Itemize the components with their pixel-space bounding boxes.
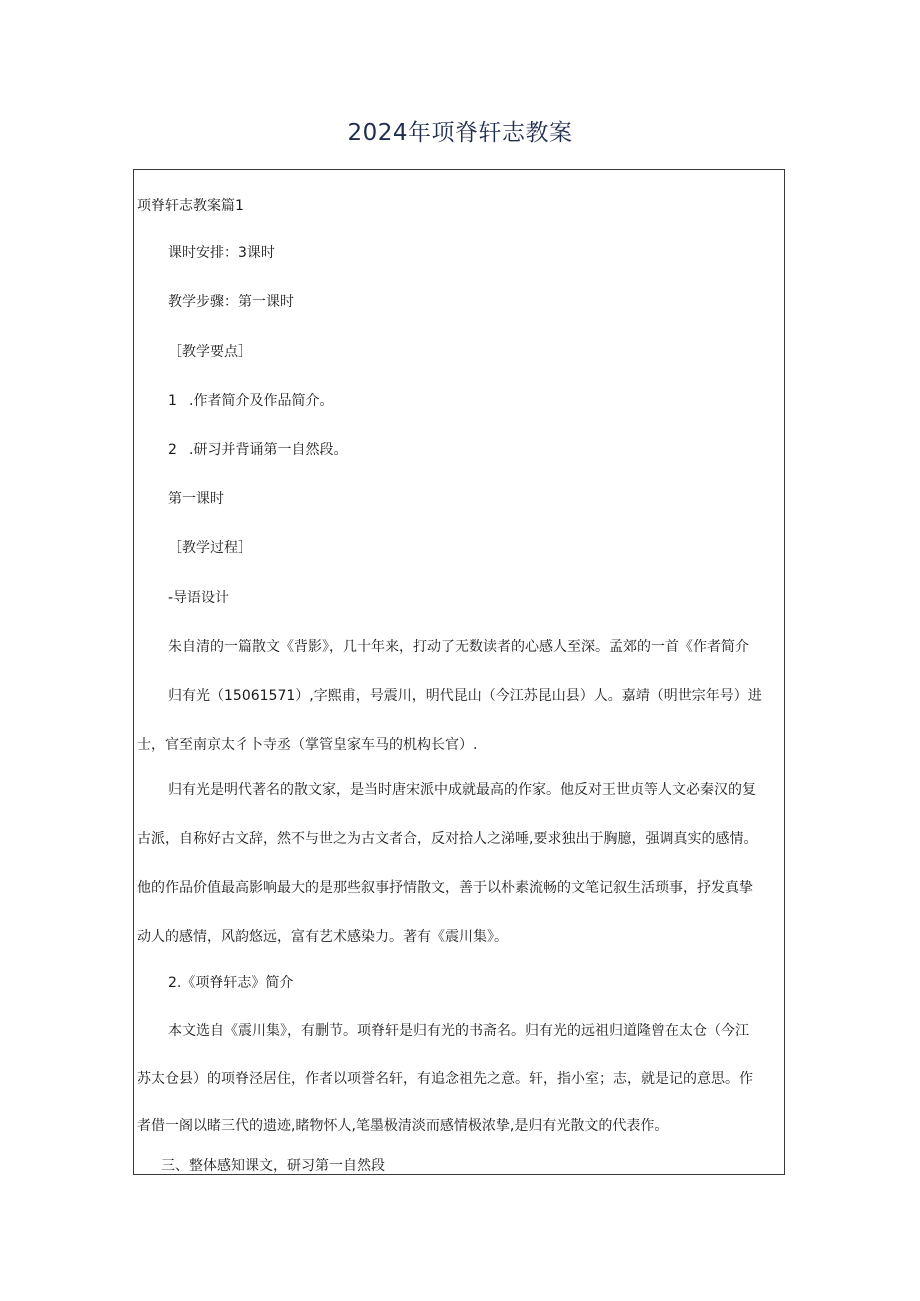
style-paragraph-line-4: 动人的感情，风韵悠远，富有艺术感染力。著有《震川集》。 — [137, 929, 508, 945]
part-three-heading: 三、整体感知课文，研习第一自然段 — [161, 1158, 385, 1174]
key-point-1-text: .作者简介及作品简介。 — [189, 393, 334, 409]
process-heading: ［教学过程］ — [168, 540, 252, 556]
work-paragraph-line-1: 本文选自《震川集》，有删节。项脊轩是归有光的书斋名。归有光的远祖归道隆曾在太仓（今江 — [168, 1023, 749, 1039]
lesson-one-label: 第一课时 — [168, 491, 224, 507]
steps-line: 教学步骤：第一课时 — [168, 294, 294, 310]
work-paragraph-line-2: 苏太仓县）的项脊泾居住，作者以项誉名轩，有追念祖先之意。轩，指小室；志，就是记的意思。作 — [137, 1071, 753, 1087]
work-paragraph-line-3: 者借一阁以睹三代的遗迹,睹物怀人,笔墨极清淡而感情极浓挚,是归有光散文的代表作。 — [137, 1118, 669, 1134]
style-paragraph-line-2: 古派，自称好古文辞，然不与世之为古文者合，反对拾人之涕唾,要求独出于胸臆，强调真实的感情。 — [137, 831, 758, 847]
key-point-2-number: 2 — [168, 442, 177, 458]
section-heading: 项脊轩志教案篇1 — [137, 198, 244, 214]
style-paragraph-line-3: 他的作品价值最高影响最大的是那些叙事抒情散文，善于以朴素流畅的文笔记叙生活琐事，抒发真挚 — [137, 880, 753, 896]
author-paragraph-line-1: 归有光（15061571）,字熙甫，号震川，明代昆山（今江苏昆山县）人。嘉靖（明世宗年号）进 — [168, 688, 762, 704]
style-paragraph-line-1: 归有光是明代著名的散文家，是当时唐宋派中成就最高的作家。他反对王世贞等人文必秦汉的复 — [168, 782, 756, 798]
work-heading: 2.《项脊轩志》简介 — [168, 975, 294, 991]
intro-design-label: -导语设计 — [168, 590, 230, 606]
schedule-line: 课时安排：3课时 — [168, 245, 275, 261]
document-title: 2024年项脊轩志教案 — [347, 120, 573, 146]
key-points-heading: ［教学要点］ — [168, 344, 252, 360]
key-point-2-text: .研习并背诵第一自然段。 — [189, 442, 348, 458]
author-paragraph-line-2: 士，官至南京太彳卜寺丞（掌管皇家车马的机构长官）. — [137, 737, 478, 753]
intro-paragraph: 朱自清的一篇散文《背影》，几十年来，打动了无数读者的心感人至深。孟郊的一首《作者简介 — [168, 639, 749, 655]
document-body — [133, 169, 785, 1175]
key-point-1-number: 1 — [168, 393, 177, 409]
